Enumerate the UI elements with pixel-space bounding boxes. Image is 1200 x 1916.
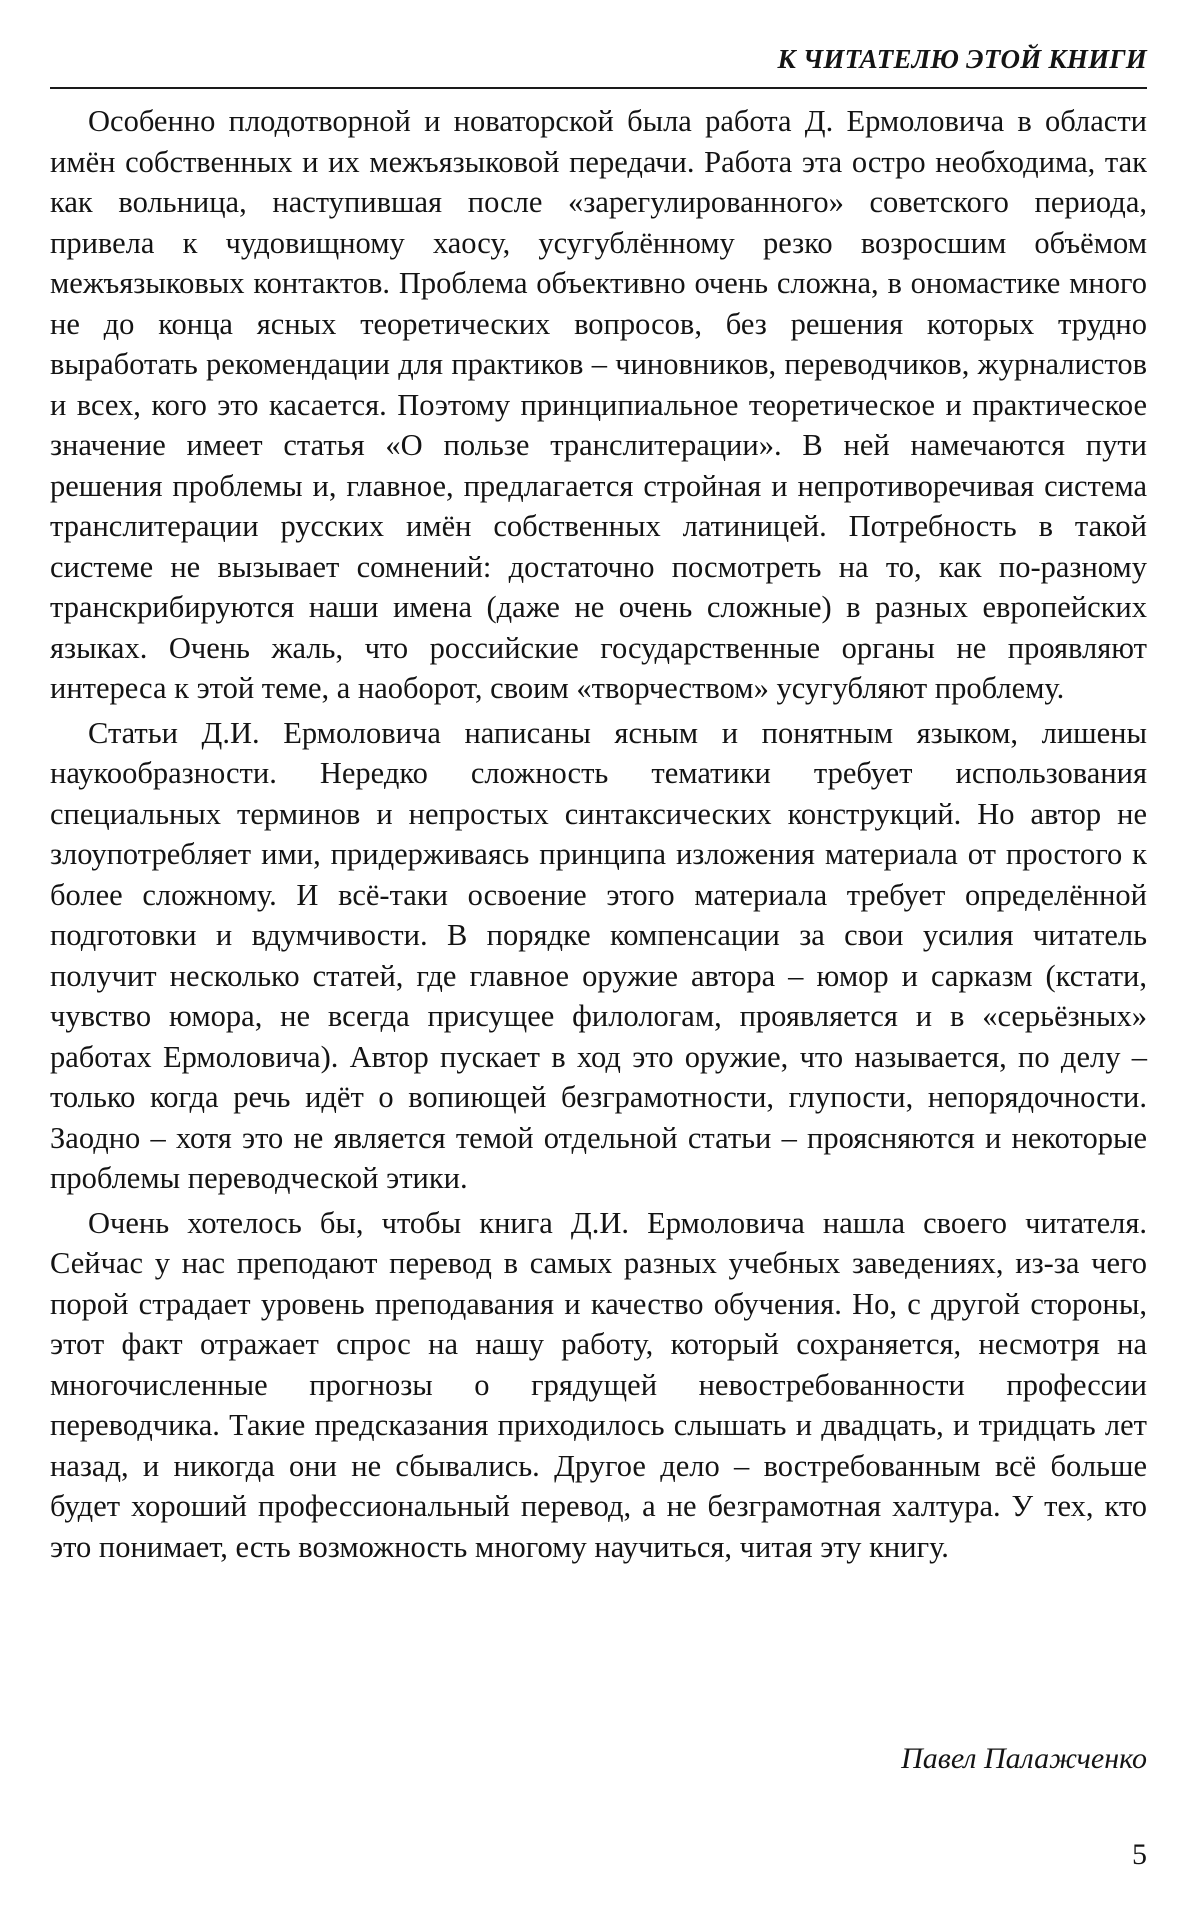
author-signature: Павел Палажченко: [901, 1742, 1147, 1775]
page-number: 5: [1132, 1838, 1147, 1871]
paragraph-2: Статьи Д.И. Ермоловича написаны ясным и понятным языком, лишены наукообразности. Нередко сложность тематики требует использования специальных терминов и непростых синтаксических конструкций. Но автор не злоупотребляет ими, придерживаясь принципа изложения материала от простого к более сложному. И всё-таки освоение этого материала требует определённой подготовки и вдумчивости. В порядке компенсации за свои усилия читатель получит несколько статей, где главное оружие автора – юмор и сарказм (кстати, чувство юмора, не всегда присущее филологам, проявляется и в «серьёзных» работах Ермоловича). Автор пускает в ход это оружие, что называется, по делу – только когда речь идёт о вопиющей безграмотности, глупости, непорядочности. Заодно – хотя это не является темой отдельной статьи – проясняются и некоторые проблемы переводческой этики.: [50, 715, 1147, 1195]
paragraph-1: Особенно плодотворной и новаторской была работа Д. Ермоловича в области имён собственных и их межъязыковой передачи. Работа эта остро необходима, так как вольница, наступившая после «зарегулированного» советского периода, привела к чудовищному хаосу, усугублённому резко возросшим объёмом межъязыковых контактов. Проблема объективно очень сложна, в ономастике много не до конца ясных теоретических вопросов, без решения которых трудно выработать рекомендации для практиков – чиновников, переводчиков, журналистов и всех, кого это касается. Поэтому принципиальное теоретическое и практическое значение имеет статья «О пользе транслитерации». В ней намечаются пути решения проблемы и, главное, предлагается стройная и непротиворечивая система транслитерации русских имён собственных латиницей. Потребность в такой системе не вызывает сомнений: достаточно посмотреть на то, как по-разному транскрибируются наши имена (даже не очень сложные) в разных европейских языках. Очень жаль, что российские государственные органы не проявляют интереса к этой теме, а наоборот, своим «творчеством» усугубляют проблему.: [50, 104, 1147, 705]
paragraph-3: Очень хотелось бы, чтобы книга Д.И. Ермоловича нашла своего читателя. Сейчас у нас преподают перевод в самых разных учебных заведениях, из-за чего порой страдает уровень преподавания и качество обучения. Но, с другой стороны, этот факт отражает спрос на нашу работу, который сохраняется, несмотря на многочисленные прогнозы о грядущей невостребованности профессии переводчика. Такие предсказания приходилось слышать и двадцать, и тридцать лет назад, и никогда они не сбывались. Другое дело – востребованным всё больше будет хороший профессиональный перевод, а не безграмотная халтура. У тех, кто это понимает, есть возможность многому научиться, читая эту книгу.: [50, 1205, 1147, 1564]
header-rule: [50, 87, 1147, 89]
body-text: [50, 101, 1147, 1571]
running-head-title: К ЧИТАТЕЛЮ ЭТОЙ КНИГИ: [777, 44, 1147, 74]
